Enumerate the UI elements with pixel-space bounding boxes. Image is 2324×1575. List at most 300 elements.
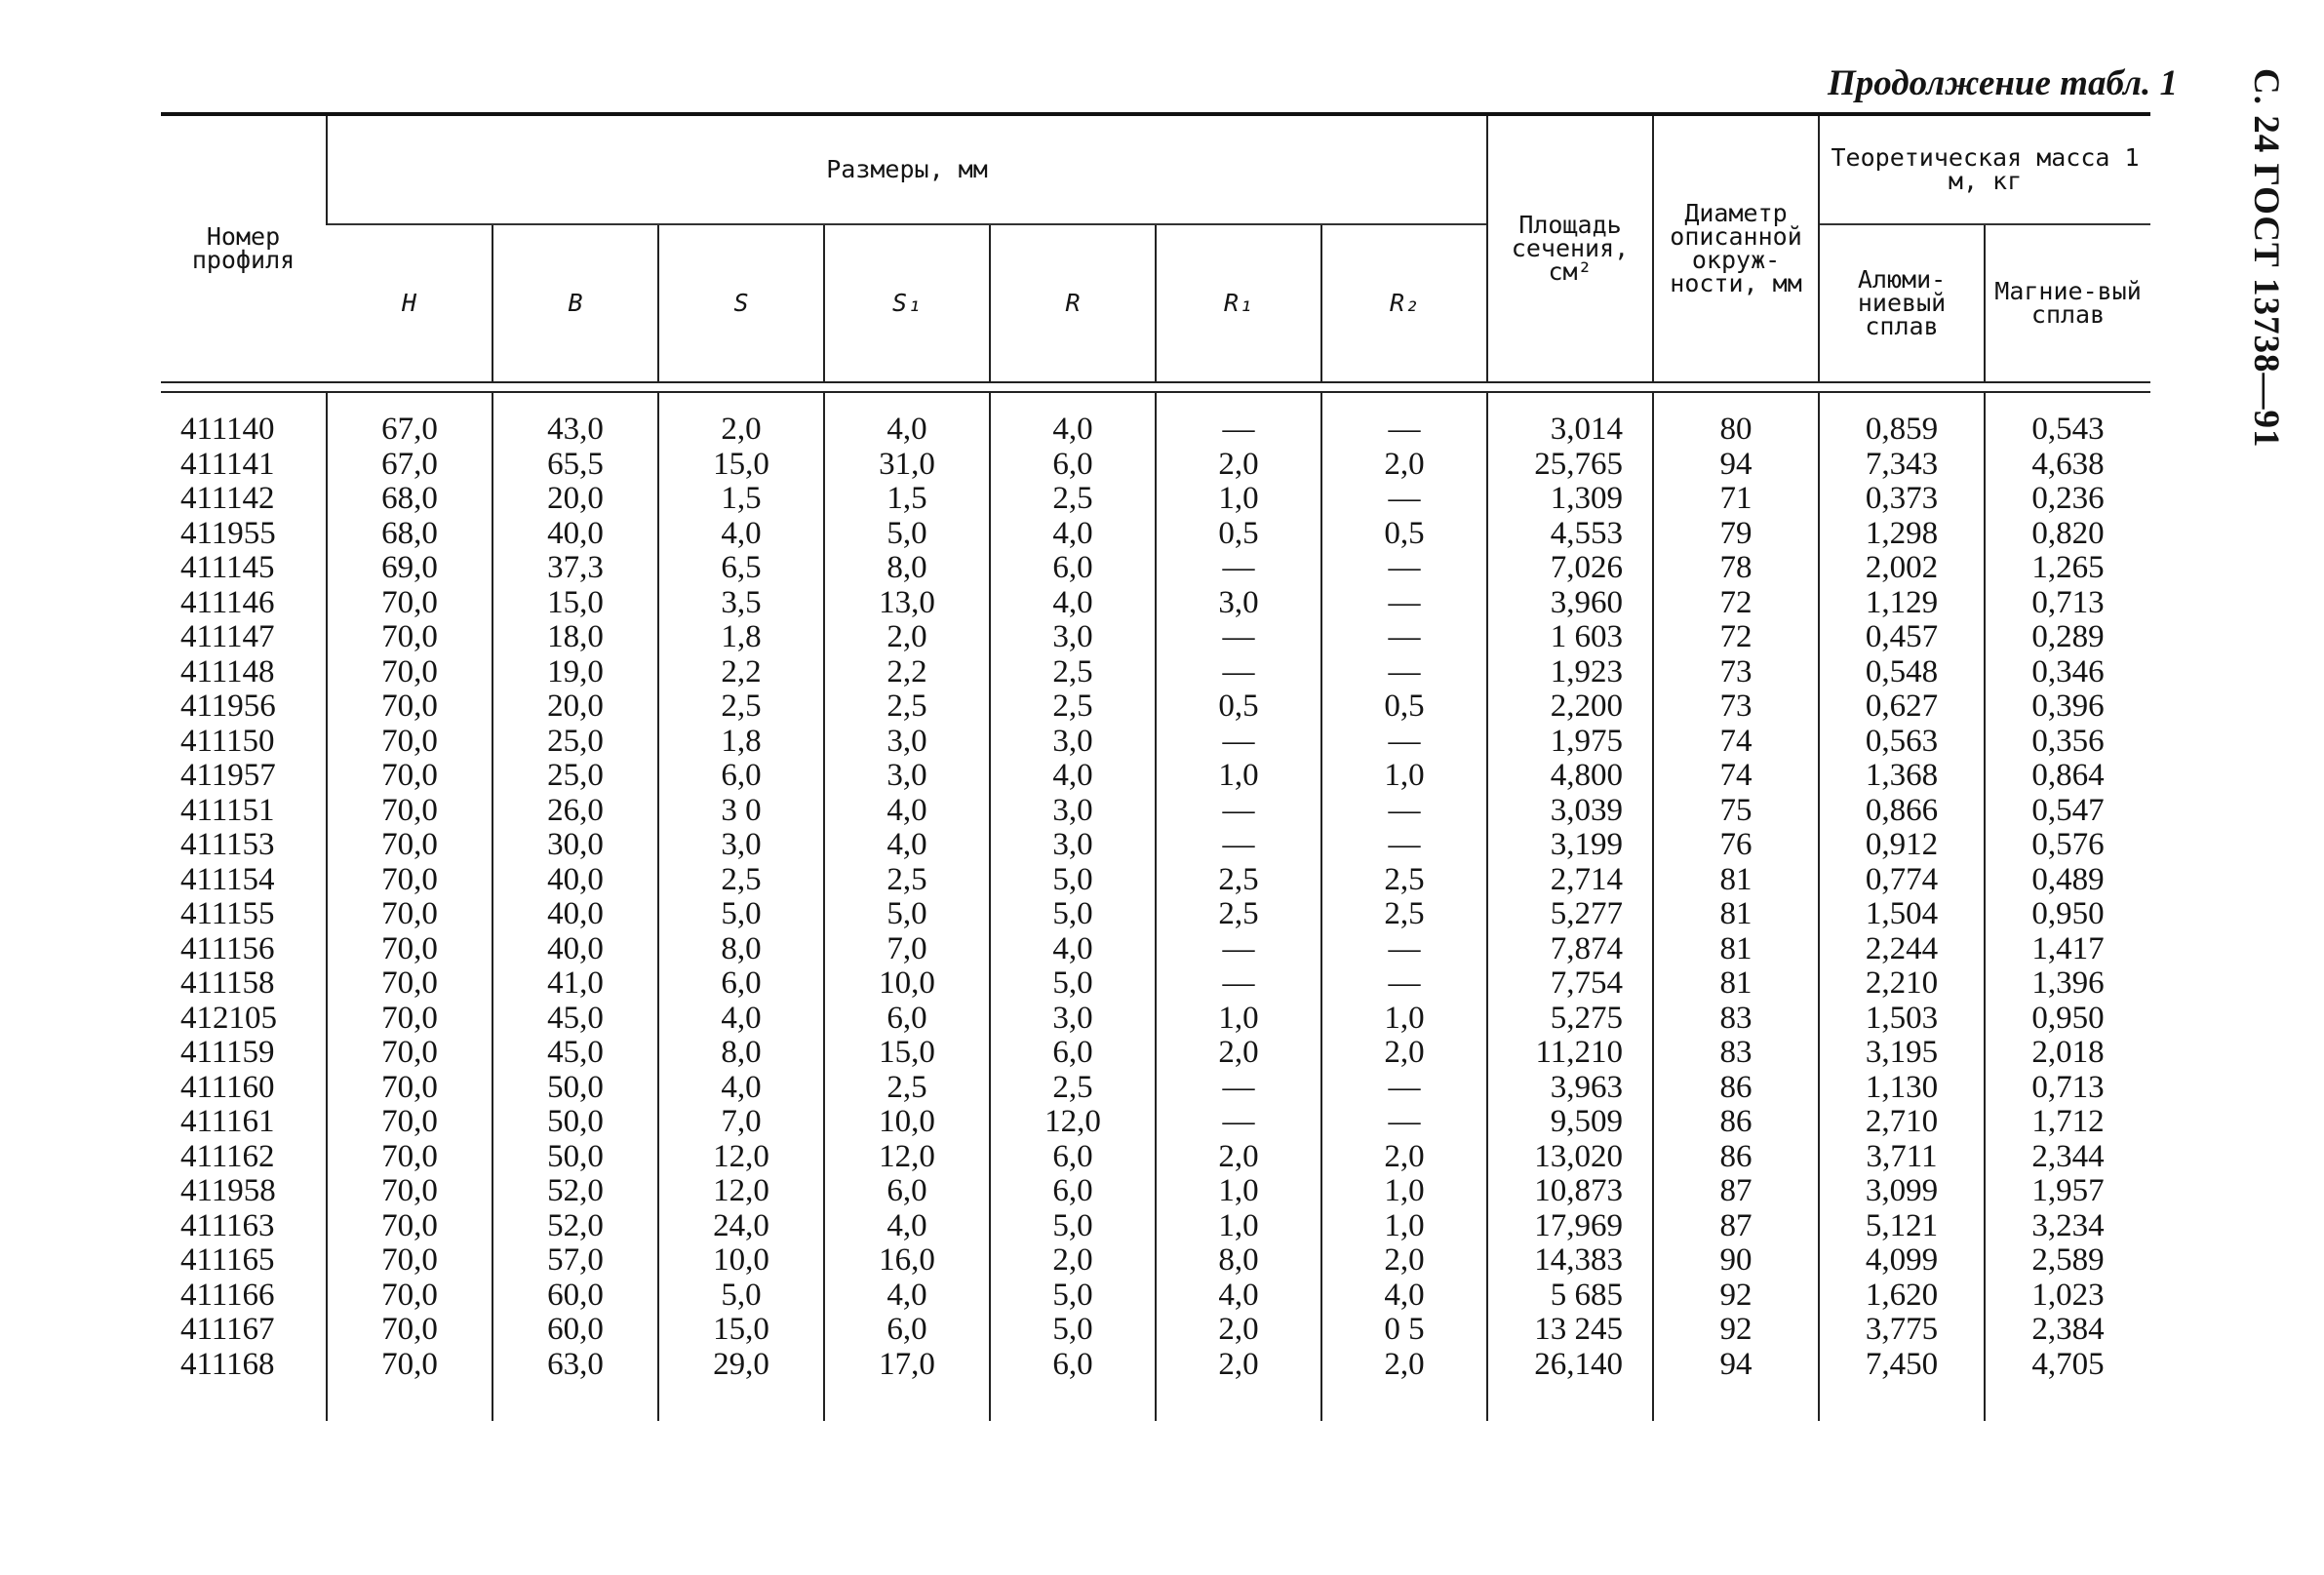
cell-profile-number: 411140: [180, 412, 275, 447]
cell-area: 1,309: [1487, 482, 1653, 517]
cell-R2: —: [1321, 620, 1487, 655]
cell-diameter: 75: [1653, 794, 1819, 829]
cell-magnesium-mass: 0,820: [1985, 517, 2150, 552]
cell-R2: 2,0: [1321, 1036, 1487, 1071]
cell-aluminum-mass: 3,195: [1819, 1036, 1985, 1071]
header-R1: R₁: [1156, 224, 1321, 382]
cell-R2: —: [1321, 1105, 1487, 1140]
cell-B: 50,0: [492, 1105, 658, 1140]
cell-R: 4,0: [990, 586, 1156, 621]
cell-H: 70,0: [327, 828, 492, 863]
cell-R2: —: [1321, 966, 1487, 1002]
cell-aluminum-mass: 2,002: [1819, 551, 1985, 586]
cell-H: 70,0: [327, 1348, 492, 1422]
cell-R1: 3,0: [1156, 586, 1321, 621]
cell-area: 1,975: [1487, 725, 1653, 760]
cell-S1: 4,0: [824, 794, 990, 829]
cell-B: 57,0: [492, 1243, 658, 1279]
cell-area: 3,014: [1487, 392, 1653, 448]
cell-diameter: 76: [1653, 828, 1819, 863]
cell-S: 12,0: [658, 1140, 824, 1175]
cell-aluminum-mass: 0,563: [1819, 725, 1985, 760]
cell-profile-number: 411167: [180, 1312, 275, 1347]
cell-H: 70,0: [327, 897, 492, 932]
cell-aluminum-mass: 2,244: [1819, 932, 1985, 967]
cell-magnesium-mass: 1,396: [1985, 966, 2150, 1002]
cell-R: 4,0: [990, 392, 1156, 448]
cell-R: 3,0: [990, 794, 1156, 829]
cell-B: 65,5: [492, 448, 658, 483]
table-row: [161, 1313, 2150, 1348]
cell-R: 2,5: [990, 482, 1156, 517]
table-row: [161, 1105, 2150, 1140]
cell-R2: —: [1321, 828, 1487, 863]
header-profile-number: Номер профиля: [191, 222, 295, 274]
cell-profile-number: 411158: [180, 965, 275, 1001]
header-R2: R₂: [1321, 224, 1487, 382]
cell-B: 19,0: [492, 655, 658, 690]
cell-S1: 4,0: [824, 392, 990, 448]
cell-area: 17,969: [1487, 1209, 1653, 1244]
cell-B: 37,3: [492, 551, 658, 586]
cell-aluminum-mass: 0,859: [1819, 392, 1985, 448]
cell-R2: —: [1321, 794, 1487, 829]
cell-area: 4,553: [1487, 517, 1653, 552]
cell-R1: —: [1156, 828, 1321, 863]
cell-B: 60,0: [492, 1279, 658, 1314]
cell-S: 15,0: [658, 1313, 824, 1348]
cell-R: 3,0: [990, 828, 1156, 863]
cell-diameter: 92: [1653, 1279, 1819, 1314]
table-row: [161, 1209, 2150, 1244]
cell-R2: 2,0: [1321, 1348, 1487, 1422]
cell-aluminum-mass: 1,129: [1819, 586, 1985, 621]
cell-area: 13,020: [1487, 1140, 1653, 1175]
cell-area: 14,383: [1487, 1243, 1653, 1279]
cell-R1: 2,5: [1156, 897, 1321, 932]
cell-H: 70,0: [327, 1002, 492, 1037]
cell-area: 1 603: [1487, 620, 1653, 655]
cell-S1: 13,0: [824, 586, 990, 621]
cell-S: 1,8: [658, 620, 824, 655]
cell-diameter: 80: [1653, 392, 1819, 448]
cell-R: 4,0: [990, 932, 1156, 967]
cell-diameter: 71: [1653, 482, 1819, 517]
cell-aluminum-mass: 0,548: [1819, 655, 1985, 690]
cell-R2: 1,0: [1321, 1002, 1487, 1037]
cell-H: 70,0: [327, 1140, 492, 1175]
cell-profile-number: 411955: [180, 515, 276, 551]
cell-R1: —: [1156, 620, 1321, 655]
cell-area: 2,200: [1487, 689, 1653, 725]
cell-S1: 3,0: [824, 725, 990, 760]
cell-R2: 1,0: [1321, 1209, 1487, 1244]
cell-diameter: 74: [1653, 725, 1819, 760]
cell-magnesium-mass: 4,705: [1985, 1348, 2150, 1422]
cell-S: 8,0: [658, 932, 824, 967]
table-row: [161, 1140, 2150, 1175]
header-B: B: [492, 224, 658, 382]
cell-diameter: 81: [1653, 863, 1819, 898]
cell-magnesium-mass: 2,344: [1985, 1140, 2150, 1175]
cell-aluminum-mass: 0,457: [1819, 620, 1985, 655]
cell-magnesium-mass: 1,265: [1985, 551, 2150, 586]
cell-area: 13 245: [1487, 1313, 1653, 1348]
cell-H: 68,0: [327, 482, 492, 517]
cell-profile-number: 411148: [180, 653, 275, 689]
cell-magnesium-mass: 0,950: [1985, 897, 2150, 932]
cell-S1: 7,0: [824, 932, 990, 967]
cell-area: 3,199: [1487, 828, 1653, 863]
cell-B: 20,0: [492, 482, 658, 517]
cell-S1: 2,5: [824, 863, 990, 898]
cell-B: 15,0: [492, 586, 658, 621]
header-diameter: Диаметр описанной окруж-ности, мм: [1653, 114, 1819, 382]
cell-R1: 0,5: [1156, 517, 1321, 552]
cell-R1: 1,0: [1156, 1174, 1321, 1209]
table-row: [161, 828, 2150, 863]
cell-R2: 0 5: [1321, 1313, 1487, 1348]
table-row: [161, 517, 2150, 552]
cell-profile-number: 411160: [180, 1069, 275, 1105]
cell-S1: 15,0: [824, 1036, 990, 1071]
cell-S: 4,0: [658, 1002, 824, 1037]
cell-diameter: 92: [1653, 1313, 1819, 1348]
cell-magnesium-mass: 0,576: [1985, 828, 2150, 863]
cell-aluminum-mass: 1,620: [1819, 1279, 1985, 1314]
header-separator: [161, 382, 2150, 392]
table-row: [161, 586, 2150, 621]
cell-R1: —: [1156, 1071, 1321, 1106]
cell-aluminum-mass: 0,774: [1819, 863, 1985, 898]
cell-R: 6,0: [990, 1036, 1156, 1071]
cell-magnesium-mass: 0,489: [1985, 863, 2150, 898]
cell-R: 2,5: [990, 1071, 1156, 1106]
cell-S1: 6,0: [824, 1174, 990, 1209]
cell-aluminum-mass: 1,298: [1819, 517, 1985, 552]
cell-R1: 1,0: [1156, 759, 1321, 794]
cell-B: 25,0: [492, 759, 658, 794]
cell-aluminum-mass: 0,866: [1819, 794, 1985, 829]
cell-profile-number: 411162: [180, 1138, 275, 1174]
cell-R2: 2,5: [1321, 863, 1487, 898]
cell-diameter: 94: [1653, 1348, 1819, 1422]
cell-S: 29,0: [658, 1348, 824, 1422]
cell-S1: 12,0: [824, 1140, 990, 1175]
cell-B: 41,0: [492, 966, 658, 1002]
cell-magnesium-mass: 0,713: [1985, 1071, 2150, 1106]
header-mass: Теоретическая масса 1 м, кг: [1819, 114, 2150, 224]
table-row: [161, 689, 2150, 725]
cell-R2: 0,5: [1321, 517, 1487, 552]
cell-aluminum-mass: 7,450: [1819, 1348, 1985, 1422]
cell-B: 25,0: [492, 725, 658, 760]
cell-S: 2,2: [658, 655, 824, 690]
cell-R1: 1,0: [1156, 1209, 1321, 1244]
cell-area: 10,873: [1487, 1174, 1653, 1209]
cell-S: 7,0: [658, 1105, 824, 1140]
cell-B: 52,0: [492, 1209, 658, 1244]
cell-R1: —: [1156, 966, 1321, 1002]
cell-R2: 2,0: [1321, 1243, 1487, 1279]
cell-R2: 2,5: [1321, 897, 1487, 932]
cell-magnesium-mass: 0,236: [1985, 482, 2150, 517]
cell-S: 4,0: [658, 1071, 824, 1106]
cell-area: 4,800: [1487, 759, 1653, 794]
cell-R: 5,0: [990, 1313, 1156, 1348]
cell-S: 3 0: [658, 794, 824, 829]
table-body: [161, 382, 2150, 1421]
cell-B: 52,0: [492, 1174, 658, 1209]
cell-S1: 6,0: [824, 1002, 990, 1037]
cell-B: 40,0: [492, 863, 658, 898]
cell-profile-number: 411163: [180, 1207, 275, 1243]
cell-magnesium-mass: 0,289: [1985, 620, 2150, 655]
cell-area: 5,277: [1487, 897, 1653, 932]
cell-aluminum-mass: 0,373: [1819, 482, 1985, 517]
cell-B: 50,0: [492, 1140, 658, 1175]
cell-area: 5 685: [1487, 1279, 1653, 1314]
cell-S: 6,0: [658, 759, 824, 794]
cell-aluminum-mass: 0,627: [1819, 689, 1985, 725]
cell-diameter: 86: [1653, 1105, 1819, 1140]
cell-H: 70,0: [327, 863, 492, 898]
table-row: [161, 1174, 2150, 1209]
cell-B: 40,0: [492, 517, 658, 552]
cell-diameter: 73: [1653, 655, 1819, 690]
cell-profile-number: 411156: [180, 930, 275, 966]
cell-S1: 8,0: [824, 551, 990, 586]
cell-R: 3,0: [990, 620, 1156, 655]
cell-S: 4,0: [658, 517, 824, 552]
cell-aluminum-mass: 2,210: [1819, 966, 1985, 1002]
cell-diameter: 79: [1653, 517, 1819, 552]
cell-profile-number: 411150: [180, 723, 275, 759]
table-row: [161, 1279, 2150, 1314]
cell-diameter: 83: [1653, 1002, 1819, 1037]
cell-H: 69,0: [327, 551, 492, 586]
cell-B: 30,0: [492, 828, 658, 863]
table-row: [161, 1002, 2150, 1037]
cell-profile-number: 411168: [180, 1346, 275, 1382]
cell-R2: 4,0: [1321, 1279, 1487, 1314]
cell-B: 45,0: [492, 1036, 658, 1071]
cell-S1: 5,0: [824, 897, 990, 932]
cell-R1: —: [1156, 1105, 1321, 1140]
cell-profile-number: 411958: [180, 1173, 276, 1208]
cell-H: 70,0: [327, 689, 492, 725]
cell-magnesium-mass: 0,547: [1985, 794, 2150, 829]
cell-diameter: 81: [1653, 966, 1819, 1002]
cell-R2: —: [1321, 655, 1487, 690]
cell-B: 60,0: [492, 1313, 658, 1348]
cell-aluminum-mass: 3,711: [1819, 1140, 1985, 1175]
cell-diameter: 86: [1653, 1140, 1819, 1175]
cell-magnesium-mass: 3,234: [1985, 1209, 2150, 1244]
cell-S: 15,0: [658, 448, 824, 483]
cell-S: 3,0: [658, 828, 824, 863]
cell-diameter: 72: [1653, 586, 1819, 621]
cell-R1: 4,0: [1156, 1279, 1321, 1314]
cell-R2: —: [1321, 725, 1487, 760]
cell-H: 70,0: [327, 1105, 492, 1140]
cell-S1: 2,5: [824, 689, 990, 725]
cell-magnesium-mass: 1,712: [1985, 1105, 2150, 1140]
cell-magnesium-mass: 0,346: [1985, 655, 2150, 690]
cell-H: 70,0: [327, 932, 492, 967]
cell-aluminum-mass: 4,099: [1819, 1243, 1985, 1279]
cell-profile-number: 411145: [180, 550, 275, 585]
cell-diameter: 73: [1653, 689, 1819, 725]
cell-S: 2,5: [658, 689, 824, 725]
cell-R1: 2,0: [1156, 1313, 1321, 1348]
header-S1: S₁: [824, 224, 990, 382]
cell-profile-number: 411146: [180, 584, 275, 620]
cell-B: 43,0: [492, 392, 658, 448]
cell-R: 2,5: [990, 655, 1156, 690]
cell-aluminum-mass: 1,130: [1819, 1071, 1985, 1106]
cell-R2: —: [1321, 392, 1487, 448]
cell-magnesium-mass: 1,417: [1985, 932, 2150, 967]
cell-magnesium-mass: 0,864: [1985, 759, 2150, 794]
cell-H: 70,0: [327, 1174, 492, 1209]
cell-R: 6,0: [990, 1174, 1156, 1209]
cell-diameter: 72: [1653, 620, 1819, 655]
cell-area: 3,963: [1487, 1071, 1653, 1106]
table-row: [161, 1071, 2150, 1106]
table-row: [161, 1348, 2150, 1422]
cell-profile-number: 411956: [180, 689, 276, 724]
header-aluminum: Алюми-ниевый сплав: [1819, 224, 1985, 382]
table-row: [161, 794, 2150, 829]
header-dimensions: Размеры, мм: [327, 114, 1487, 224]
cell-magnesium-mass: 2,589: [1985, 1243, 2150, 1279]
cell-S: 1,5: [658, 482, 824, 517]
cell-aluminum-mass: 1,504: [1819, 897, 1985, 932]
cell-H: 70,0: [327, 1313, 492, 1348]
cell-R1: 1,0: [1156, 482, 1321, 517]
cell-profile-number: 411147: [180, 619, 275, 654]
cell-S1: 1,5: [824, 482, 990, 517]
cell-magnesium-mass: 0,543: [1985, 392, 2150, 448]
cell-S1: 16,0: [824, 1243, 990, 1279]
cell-area: 7,754: [1487, 966, 1653, 1002]
cell-H: 70,0: [327, 1071, 492, 1106]
cell-B: 50,0: [492, 1071, 658, 1106]
cell-B: 45,0: [492, 1002, 658, 1037]
cell-R1: 2,0: [1156, 448, 1321, 483]
table-row: [161, 932, 2150, 967]
cell-aluminum-mass: 0,912: [1819, 828, 1985, 863]
cell-aluminum-mass: 7,343: [1819, 448, 1985, 483]
cell-H: 70,0: [327, 759, 492, 794]
cell-profile-number: 411151: [180, 792, 275, 828]
cell-magnesium-mass: 1,023: [1985, 1279, 2150, 1314]
header-H: H: [327, 224, 492, 382]
cell-R: 3,0: [990, 725, 1156, 760]
table-row: [161, 392, 2150, 448]
cell-S: 24,0: [658, 1209, 824, 1244]
cell-R: 4,0: [990, 759, 1156, 794]
cell-area: 11,210: [1487, 1036, 1653, 1071]
table-row: [161, 863, 2150, 898]
table-row: [161, 725, 2150, 760]
cell-aluminum-mass: 1,503: [1819, 1002, 1985, 1037]
cell-H: 70,0: [327, 1243, 492, 1279]
cell-R: 3,0: [990, 1002, 1156, 1037]
cell-profile-number: 411165: [180, 1242, 275, 1278]
cell-H: 67,0: [327, 392, 492, 448]
cell-S1: 4,0: [824, 1209, 990, 1244]
cell-diameter: 86: [1653, 1071, 1819, 1106]
header-area: Площадь сечения, см²: [1487, 114, 1653, 382]
cell-R1: 2,5: [1156, 863, 1321, 898]
cell-R2: —: [1321, 586, 1487, 621]
cell-R: 6,0: [990, 551, 1156, 586]
cell-diameter: 78: [1653, 551, 1819, 586]
page-side-label: С. 24 ГОСТ 13738—91: [2246, 68, 2286, 449]
cell-profile-number: 412105: [180, 1000, 277, 1036]
cell-diameter: 74: [1653, 759, 1819, 794]
cell-H: 70,0: [327, 620, 492, 655]
cell-profile-number: 411161: [180, 1104, 275, 1139]
cell-H: 67,0: [327, 448, 492, 483]
cell-S: 10,0: [658, 1243, 824, 1279]
cell-R1: —: [1156, 932, 1321, 967]
cell-magnesium-mass: 0,713: [1985, 586, 2150, 621]
cell-B: 26,0: [492, 794, 658, 829]
cell-area: 5,275: [1487, 1002, 1653, 1037]
header-S: S: [658, 224, 824, 382]
table-row: [161, 1243, 2150, 1279]
cell-profile-number: 411153: [180, 827, 275, 862]
cell-S1: 2,0: [824, 620, 990, 655]
cell-R1: —: [1156, 725, 1321, 760]
cell-R: 5,0: [990, 1279, 1156, 1314]
cell-area: 7,026: [1487, 551, 1653, 586]
cell-R1: 2,0: [1156, 1348, 1321, 1422]
cell-S: 5,0: [658, 1279, 824, 1314]
cell-R2: —: [1321, 482, 1487, 517]
cell-aluminum-mass: 5,121: [1819, 1209, 1985, 1244]
table-row: [161, 966, 2150, 1002]
cell-R1: —: [1156, 794, 1321, 829]
cell-R: 6,0: [990, 448, 1156, 483]
cell-aluminum-mass: 3,775: [1819, 1313, 1985, 1348]
cell-aluminum-mass: 3,099: [1819, 1174, 1985, 1209]
cell-profile-number: 411155: [180, 896, 275, 931]
cell-diameter: 87: [1653, 1174, 1819, 1209]
cell-R: 6,0: [990, 1140, 1156, 1175]
cell-profile-number: 411166: [180, 1277, 275, 1313]
cell-profile-number: 411957: [180, 758, 276, 793]
cell-S1: 2,2: [824, 655, 990, 690]
cell-S: 8,0: [658, 1036, 824, 1071]
cell-B: 20,0: [492, 689, 658, 725]
cell-magnesium-mass: 2,384: [1985, 1313, 2150, 1348]
cell-R: 5,0: [990, 863, 1156, 898]
cell-R: 5,0: [990, 1209, 1156, 1244]
cell-S1: 5,0: [824, 517, 990, 552]
cell-area: 1,923: [1487, 655, 1653, 690]
cell-profile-number: 411154: [180, 861, 275, 897]
cell-B: 18,0: [492, 620, 658, 655]
cell-area: 26,140: [1487, 1348, 1653, 1422]
cell-S1: 6,0: [824, 1313, 990, 1348]
profile-table: [161, 112, 2150, 1421]
cell-S1: 17,0: [824, 1348, 990, 1422]
cell-R1: 2,0: [1156, 1036, 1321, 1071]
